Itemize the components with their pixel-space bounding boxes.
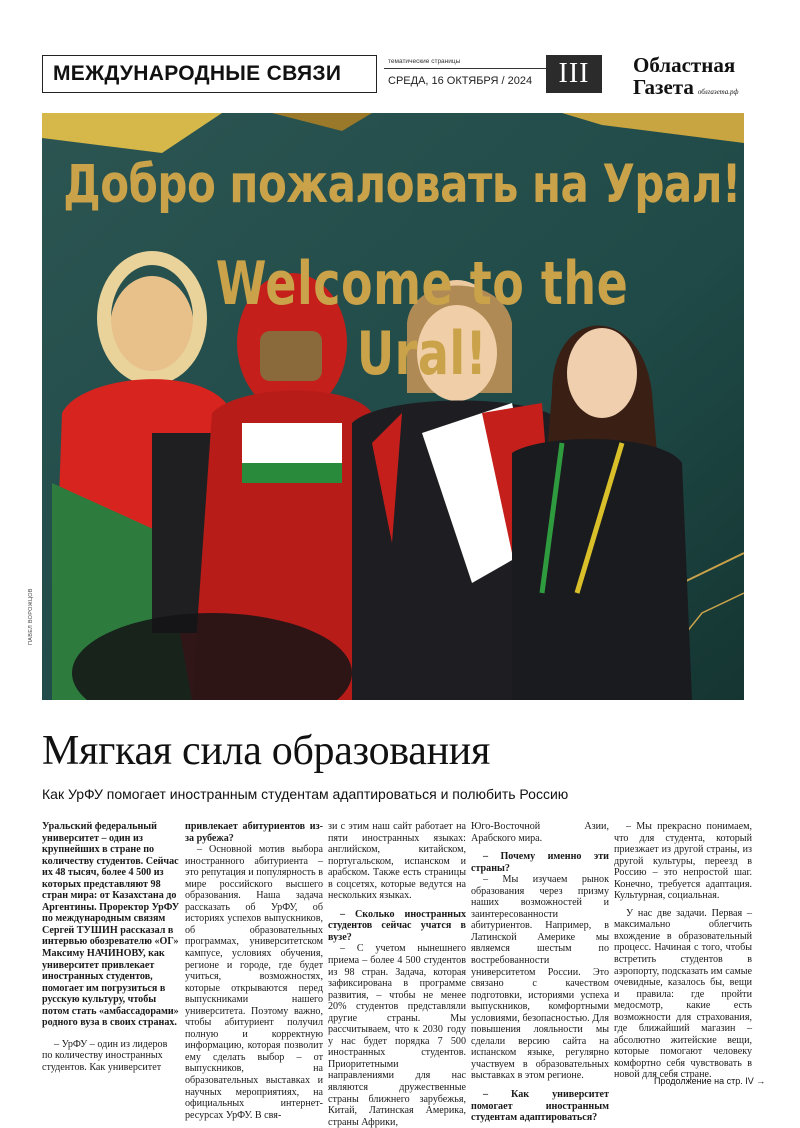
article-paragraph: – С учетом нынешнего приема – более 4 500 студентов из 98 стран. Задача, которая зафиксирована в программе развития, – чтобы не менее 20% студентов представляли другие страны. Мы рассчитываем, что к 2030 году у нас будет порядка 7 500 иностранных студентов. Приоритетными направлениями для нас являются дружественные страны ближнего зарубежья, Китай, Латинская Америка, страны Африки, bbox=[328, 943, 466, 1128]
issue-date: СРЕДА, 16 ОКТЯБРЯ / 2024 bbox=[388, 75, 533, 87]
question-1: привлекает абитуриентов из-за рубежа? bbox=[185, 821, 323, 844]
page-number: III bbox=[546, 55, 602, 93]
article-paragraph: У нас две задачи. Первая – максимально облегчить вхождение в образовательный процесс. Начиная с того, чтобы встретить студентов в аэропорту, подсказать им самые очевидные, казалось бы, вещи и правила: где пройти медосмотр, какие есть возможности для страхования, где ближайший магазин – абсолютно житейские вещи, которые помогают человеку комфортно себя чувствовать в новой для себя стране. bbox=[614, 907, 752, 1081]
article-subheadline: Как УрФУ помогает иностранным студентам адаптироваться и полюбить Россию bbox=[42, 786, 569, 802]
question-4: – Как университет помогает иностранным студентам адаптироваться? bbox=[471, 1089, 609, 1124]
article-column-4 bbox=[471, 821, 609, 1124]
article-paragraph: – Основной мотив выбора иностранного абитуриента – это репутация и популярность в мире российского высшего образования. Наша задача рассказать об УрФУ, об историях успехов выпускников, об образовательных программах, университетском кампусе, условиях обучения, регионе и городе, где будет учиться, возможностях, которые открываются перед выпускниками нашего университета. Поэтому важно, чтобы абитуриент получил полную и корректную информацию, которая позволит ему сделать выбор – от выпускников, на образовательных выставках и научных мероприятиях, на официальных интернет-ресурсах УрФУ. В свя- bbox=[185, 844, 323, 1121]
article-column-3 bbox=[328, 821, 466, 1128]
article-paragraph: – Мы изучаем рынок образования через призму наших возможностей и заинтересованности абитуриентов. Например, в Латинской Америке мы являемся шестым по востребованности университетом России. Это связано с качеством подготовки, историями успеха выпускников, комфортными условиями, безопасностью. Для повышения лояльности мы сделали версию сайта на испанском языке, регулярно участвуем в образовательных выставках в этом регионе. bbox=[471, 874, 609, 1082]
article-paragraph: Юго-Восточной Азии, Арабского мира. bbox=[471, 821, 609, 844]
logo-line2: Газета bbox=[633, 75, 694, 99]
article-lead-column bbox=[42, 821, 180, 1073]
article-column-2 bbox=[185, 821, 323, 1121]
continuation-link[interactable]: Продолжение на стр. IV → bbox=[654, 1076, 766, 1086]
article-paragraph: – УрФУ – один из лидеров по количеству иностранных студентов. Как университет bbox=[42, 1038, 168, 1073]
article-lead: Уральский федеральный университет – один из крупнейших в стране по количеству студентов. Сейчас их 48 тысяч, более 4 500 из которых представляют 98 стран мира: от Казахстана до Аргентины. Проректор УрФУ по международным связям Сергей ТУШИН рассказал в интервью обозревателю «ОГ» Максиму НАЧИНОВУ, как университет привлекает иностранных студентов, помогает им погрузиться в русскую культуру, чтобы потом стать «амбассадорами» родного вуза в своих странах. bbox=[42, 821, 180, 1029]
main-photo bbox=[42, 113, 744, 700]
article-headline: Мягкая сила образования bbox=[42, 728, 490, 774]
article-column-5 bbox=[614, 821, 752, 1081]
question-2: – Сколько иностранных студентов сейчас учатся в вузе? bbox=[328, 908, 466, 943]
section-title-box bbox=[42, 55, 377, 93]
photo-credit: ПАВЕЛ ВОРОЖЦОВ bbox=[28, 588, 34, 645]
section-title: МЕЖДУНАРОДНЫЕ СВЯЗИ bbox=[53, 62, 342, 85]
issue-meta bbox=[384, 55, 546, 93]
article-paragraph: – Мы прекрасно понимаем, что для студента, который приезжает из другой страны, из другой культуры, переезд в Россию – это непростой шаг. Конечно, требуется адаптация. Культурная, социальная. bbox=[614, 821, 752, 902]
logo-line1: Областная bbox=[633, 53, 736, 77]
question-3: – Почему именно эти страны? bbox=[471, 851, 609, 874]
pages-label: тематические страницы bbox=[384, 55, 546, 69]
article-paragraph: зи с этим наш сайт работает на пяти иностранных языках: английском, китайском, португальском, испанском и арабском. Также есть страницы в соцсетях, которые ведутся на нескольких языках. bbox=[328, 821, 466, 902]
newspaper-logo bbox=[633, 55, 763, 99]
welcome-sign-en: Welcome to the Ural! bbox=[215, 248, 629, 389]
logo-site: облгазета.рф bbox=[697, 88, 739, 96]
welcome-sign-ru: Добро пожаловать на Урал! bbox=[63, 153, 741, 215]
